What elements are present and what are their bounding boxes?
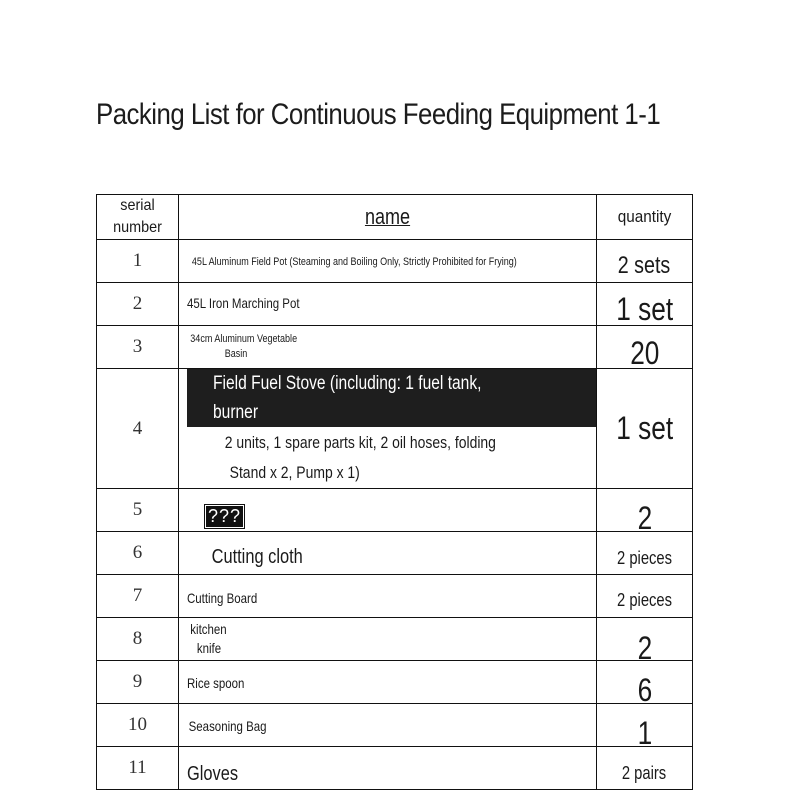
item-quantity: 2 sets xyxy=(618,252,671,279)
item-quantity: 2 xyxy=(637,629,652,661)
quantity-cell xyxy=(597,240,693,283)
item-name: Seasoning Bag xyxy=(188,718,267,734)
item-name-line-1-wrap xyxy=(187,369,596,427)
quantity-cell xyxy=(597,661,693,704)
item-name-unknown: ??? xyxy=(205,505,244,528)
quantity-cell xyxy=(597,489,693,532)
table-row xyxy=(97,489,693,532)
serial-cell: 11 xyxy=(97,747,179,790)
quantity-cell xyxy=(597,532,693,575)
item-quantity: 2 pieces xyxy=(617,547,672,568)
item-name: 45L Aluminum Field Pot (Steaming and Boiling Only, Strictly Prohibited for Frying) xyxy=(191,256,517,268)
serial-cell: 5 xyxy=(97,489,179,532)
header-serial-label: serial number xyxy=(113,197,162,236)
item-quantity: 2 xyxy=(637,499,652,532)
item-name-line-3: Stand x 2, Pump x 1) xyxy=(229,463,360,482)
table-row xyxy=(97,618,693,661)
name-cell xyxy=(179,704,597,747)
item-quantity: 1 xyxy=(637,714,652,747)
serial-cell: 9 xyxy=(97,661,179,704)
serial-cell: 8 xyxy=(97,618,179,661)
header-serial-number xyxy=(97,195,179,240)
item-quantity: 20 xyxy=(629,334,660,369)
quantity-cell xyxy=(597,326,693,369)
header-name xyxy=(179,195,597,240)
item-quantity: 6 xyxy=(637,671,652,704)
item-name-line-1: 34cm Aluminum Vegetable xyxy=(190,333,298,345)
table-row xyxy=(97,704,693,747)
quantity-cell xyxy=(597,575,693,618)
table-row xyxy=(97,326,693,369)
item-name: 45L Iron Marching Pot xyxy=(187,295,300,311)
page-title: Packing List for Continuous Feeding Equipment 1-1 xyxy=(96,98,661,131)
item-name-line-1: Field Fuel Stove (including: 1 fuel tank, burner xyxy=(213,373,482,423)
item-name: Gloves xyxy=(187,762,239,785)
table-row xyxy=(97,283,693,326)
name-cell xyxy=(179,326,597,369)
header-quantity xyxy=(597,195,693,240)
table-row xyxy=(97,369,693,489)
header-quantity-label: quantity xyxy=(617,207,672,226)
serial-cell: 2 xyxy=(97,283,179,326)
serial-cell: 10 xyxy=(97,704,179,747)
item-quantity: 1 set xyxy=(616,410,673,446)
name-cell xyxy=(179,661,597,704)
table-row xyxy=(97,240,693,283)
quantity-cell xyxy=(597,747,693,790)
serial-cell: 1 xyxy=(97,240,179,283)
item-name: Cutting cloth xyxy=(211,545,303,568)
quantity-cell xyxy=(597,618,693,661)
name-cell xyxy=(179,369,597,489)
table-row xyxy=(97,575,693,618)
item-quantity: 2 pairs xyxy=(622,762,667,783)
quantity-cell xyxy=(597,369,693,489)
header-name-label: name xyxy=(364,204,411,229)
serial-cell: 3 xyxy=(97,326,179,369)
item-quantity: 2 pieces xyxy=(617,589,672,610)
name-cell xyxy=(179,747,597,790)
name-cell xyxy=(179,240,597,283)
table-row xyxy=(97,747,693,790)
table-row xyxy=(97,661,693,704)
item-name-line-1: kitchen xyxy=(190,621,227,637)
item-name-line-2: Basin xyxy=(224,348,248,360)
serial-cell: 4 xyxy=(97,369,179,489)
serial-cell: 7 xyxy=(97,575,179,618)
name-cell xyxy=(179,283,597,326)
item-name: Cutting Board xyxy=(187,590,258,606)
packing-list-table xyxy=(96,194,693,790)
item-name-line-2: 2 units, 1 spare parts kit, 2 oil hoses, folding xyxy=(224,433,496,452)
name-cell xyxy=(179,575,597,618)
name-cell xyxy=(179,532,597,575)
item-name-line-2: knife xyxy=(196,640,222,656)
item-quantity: 1 set xyxy=(616,290,673,326)
table-row xyxy=(97,532,693,575)
quantity-cell xyxy=(597,283,693,326)
name-cell xyxy=(179,489,597,532)
table-header-row xyxy=(97,195,693,240)
item-name: Rice spoon xyxy=(187,675,245,691)
serial-cell: 6 xyxy=(97,532,179,575)
name-cell xyxy=(179,618,597,661)
quantity-cell xyxy=(597,704,693,747)
